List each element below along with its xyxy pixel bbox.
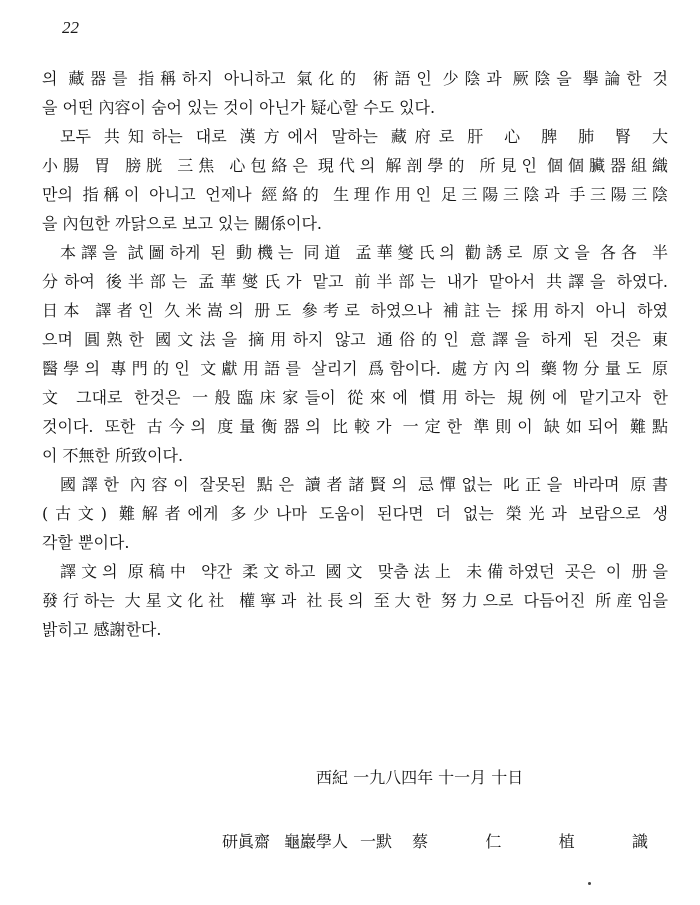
text-line: 으며 圓熟한 國文法을 摘用하지 않고 通俗的인 意譯을 하게 된 것은 東 (42, 330, 668, 349)
paragraph-4 (42, 470, 668, 557)
text-line: 이 不無한 所致이다. (42, 446, 184, 465)
text-line: 밝히고 感謝한다. (42, 620, 162, 639)
signature-pen-name: 一默 (360, 832, 393, 851)
text-line: 本譯을 試圖하게 된 動機는 同道 孟華燮氏의 勸誘로 原文을 各各 半 (60, 243, 668, 262)
paragraph-5 (42, 557, 668, 644)
text-line: 을 어떤 內容이 숨어 있는 것이 아닌가 疑心할 수도 있다. (42, 98, 436, 117)
text-line: 醫學의 專門的인 文獻用語를 살리기 爲함이다. 處方內의 藥物分量도 原 (42, 359, 668, 378)
paragraph-2 (42, 122, 668, 238)
body-text (42, 64, 668, 644)
signature-name-char: 識 (631, 832, 648, 851)
text-line: 分하여 後半部는 孟華燮氏가 맡고 前半部는 내가 맡아서 共譯을 하였다. (42, 272, 668, 291)
text-line: 모두 共知하는 대로 漢方에서 말하는 藏府로 肝 心 脾 肺 腎 大 (60, 127, 668, 146)
signature-name (412, 829, 648, 852)
text-line: 만의 指稱이 아니고 언제나 經絡的 生理作用인 足三陽三陰과 手三陽三陰 (42, 185, 668, 204)
signature-line (222, 829, 648, 852)
text-line: 을 內包한 까닭으로 보고 있는 關係이다. (42, 214, 322, 233)
text-line: 國譯한 內容이 잘못된 點은 讀者諸賢의 忌憚없는 叱正을 바라며 原書 (60, 475, 668, 494)
print-speck (588, 882, 591, 885)
text-line: 發行하는 大星文化社 權寧과 社長의 至大한 努力으로 다듬어진 所産임을 (42, 591, 668, 610)
text-line: 日本 譯者인 久米嵩의 册도 參考로 하였으나 補註는 採用하지 아니 하였 (42, 301, 668, 320)
signature-title: 龜巖學人 (284, 832, 349, 851)
text-line: 文 그대로 한것은 一般臨床家들이 從來에 慣用하는 規例에 맡기고자 한 (42, 388, 668, 407)
page-number: 22 (62, 18, 79, 37)
text-line: 小腸 胃 膀胱 三焦 心包絡은 現代의 解剖學的 所見인 個個臟器組織 (42, 156, 668, 175)
text-line: (古文) 難解者에게 多少나마 도움이 된다면 더 없는 榮光과 보람으로 생 (42, 504, 668, 523)
text-line: 각할 뿐이다. (42, 533, 130, 552)
text-line: 의 藏器를 指稱하지 아니하고 氣化的 術語인 少陰과 厥陰을 擧論한 것 (42, 69, 668, 88)
signature-name-char: 蔡 (412, 832, 429, 851)
text-line: 것이다. 또한 古今의 度量衡器의 比較가 一定한 準則이 缺如되어 難點 (42, 417, 668, 436)
closing-date: 西紀 一九八四年 十一月 十日 (316, 768, 524, 787)
text-line: 譯文의 原稿中 약간 柔文하고 國文 맞춤法上 未備하였던 곳은 이 册을 (60, 562, 668, 581)
signature-org: 研眞齋 (222, 832, 271, 851)
signature-name-char: 仁 (485, 832, 502, 851)
paragraph-1 (42, 64, 668, 122)
signature-name-char: 植 (558, 832, 575, 851)
paragraph-3 (42, 238, 668, 470)
